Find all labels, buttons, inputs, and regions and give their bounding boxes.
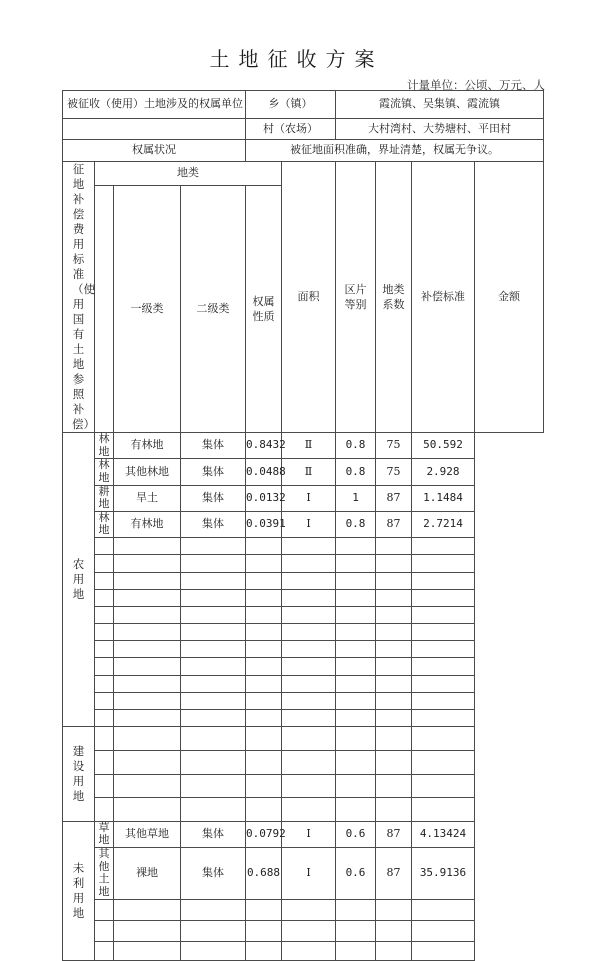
empty-cell <box>95 589 114 606</box>
empty-cell <box>282 710 336 727</box>
amount-cell: 2.928 <box>412 459 475 485</box>
empty-cell <box>246 727 282 751</box>
zone-cell: Ⅰ <box>282 847 336 899</box>
village-value: 大村湾村、大势塘村、平田村 <box>336 119 544 140</box>
level1-cell: 林地 <box>95 459 114 485</box>
area-cell: 0.0391 <box>246 511 282 537</box>
coef-cell: 0.8 <box>336 459 376 485</box>
table-row <box>63 641 544 658</box>
ownership-cell: 集体 <box>181 485 246 511</box>
table-row <box>63 798 544 822</box>
empty-cell <box>114 675 181 692</box>
empty-cell <box>336 899 376 920</box>
empty-cell <box>336 572 376 589</box>
empty-cell <box>95 774 114 798</box>
level2-cell: 裸地 <box>114 847 181 899</box>
empty-cell <box>282 727 336 751</box>
page-title: 土地征收方案 <box>209 47 384 71</box>
empty-cell <box>246 692 282 709</box>
empty-cell <box>412 658 475 675</box>
table-row <box>63 847 544 899</box>
empty-cell <box>95 798 114 822</box>
standard-cell: 87 <box>376 485 412 511</box>
empty-cell <box>95 751 114 775</box>
empty-cell <box>376 727 412 751</box>
area-header: 面积 <box>282 162 336 433</box>
empty-cell <box>282 675 336 692</box>
ownership-cell: 集体 <box>181 847 246 899</box>
amount-cell: 1.1484 <box>412 485 475 511</box>
empty-cell <box>282 606 336 623</box>
empty-cell <box>95 692 114 709</box>
empty-cell <box>336 555 376 572</box>
area-cell: 0.688 <box>246 847 282 899</box>
empty-cell <box>114 941 181 960</box>
empty-cell <box>246 589 282 606</box>
level1-cell: 其他土地 <box>95 847 114 899</box>
empty-cell <box>181 538 246 555</box>
coef-cell: 0.6 <box>336 821 376 847</box>
table-row <box>63 572 544 589</box>
empty-cell <box>336 941 376 960</box>
empty-cell <box>282 941 336 960</box>
empty-cell <box>376 692 412 709</box>
empty-cell <box>282 572 336 589</box>
empty-cell <box>412 920 475 941</box>
owner-unit-label: 被征收（使用）土地涉及的权属单位 <box>63 91 246 119</box>
ownership-cell: 集体 <box>181 821 246 847</box>
level1-header: 一级类 <box>114 186 181 433</box>
amount-cell: 2.7214 <box>412 511 475 537</box>
empty-cell <box>336 538 376 555</box>
ownership-cell: 集体 <box>181 511 246 537</box>
land-type-header: 地类 <box>95 162 282 186</box>
town-label: 乡（镇） <box>246 91 336 119</box>
empty-cell <box>282 692 336 709</box>
construction-land-label: 建设用地 <box>63 727 95 822</box>
empty-cell <box>412 899 475 920</box>
empty-cell <box>376 751 412 775</box>
empty-cell <box>114 606 181 623</box>
standard-cell: 87 <box>376 511 412 537</box>
table-row <box>63 774 544 798</box>
empty-cell <box>282 589 336 606</box>
empty-cell <box>282 555 336 572</box>
standard-cell: 75 <box>376 433 412 459</box>
empty-cell <box>336 920 376 941</box>
empty-cell <box>114 589 181 606</box>
empty-cell <box>95 920 114 941</box>
area-cell: 0.0488 <box>246 459 282 485</box>
empty-cell <box>336 727 376 751</box>
ownership-cell: 集体 <box>181 459 246 485</box>
empty-cell <box>114 624 181 641</box>
table-row <box>63 899 544 920</box>
empty-cell <box>181 941 246 960</box>
empty-cell <box>95 727 114 751</box>
empty-cell <box>376 606 412 623</box>
empty-cell <box>181 606 246 623</box>
empty-cell <box>336 641 376 658</box>
empty-cell <box>114 538 181 555</box>
level1-cell: 草地 <box>95 821 114 847</box>
empty-cell <box>246 751 282 775</box>
table-row <box>63 459 544 485</box>
empty-cell <box>336 675 376 692</box>
standard-header: 补偿标准 <box>412 162 475 433</box>
table-row <box>63 606 544 623</box>
zone-cell: Ⅱ <box>282 433 336 459</box>
empty-cell <box>95 538 114 555</box>
empty-cell <box>282 920 336 941</box>
empty-cell <box>95 555 114 572</box>
compensation-standard-label: 征地补偿费用标准（使用国有土地参照补偿） <box>63 162 95 433</box>
empty-cell <box>376 920 412 941</box>
empty-cell <box>336 774 376 798</box>
zone-cell: Ⅱ <box>282 459 336 485</box>
table-row <box>63 433 544 459</box>
zone-cell: Ⅰ <box>282 485 336 511</box>
empty-cell <box>114 572 181 589</box>
table-row <box>63 658 544 675</box>
table-row <box>63 692 544 709</box>
empty-cell <box>246 774 282 798</box>
table-row <box>63 538 544 555</box>
empty-cell <box>412 555 475 572</box>
ownership-header: 权属性质 <box>246 186 282 433</box>
empty-cell <box>282 751 336 775</box>
level2-cell: 有林地 <box>114 433 181 459</box>
empty-cell <box>412 774 475 798</box>
empty-cell <box>95 899 114 920</box>
level1-cell: 林地 <box>95 433 114 459</box>
zone-cell: Ⅰ <box>282 821 336 847</box>
empty-cell <box>246 675 282 692</box>
empty-cell <box>336 589 376 606</box>
empty-cell <box>336 658 376 675</box>
empty-cell <box>412 692 475 709</box>
empty-cell <box>376 641 412 658</box>
standard-cell: 75 <box>376 459 412 485</box>
table-row <box>63 920 544 941</box>
empty-cell <box>336 624 376 641</box>
empty-cell <box>376 899 412 920</box>
level2-cell: 旱土 <box>114 485 181 511</box>
table-row <box>63 485 544 511</box>
empty-cell <box>246 641 282 658</box>
empty-cell <box>114 658 181 675</box>
empty-cell <box>246 658 282 675</box>
empty-cell <box>336 798 376 822</box>
empty-cell <box>181 774 246 798</box>
coef-header: 地类系数 <box>376 162 412 433</box>
amount-cell: 50.592 <box>412 433 475 459</box>
empty-cell <box>181 920 246 941</box>
table-row <box>63 675 544 692</box>
empty-cell <box>336 606 376 623</box>
empty-cell <box>412 538 475 555</box>
ownership-status-value: 被征地面积准确，界址清楚，权属无争议。 <box>246 140 544 162</box>
coef-cell: 0.8 <box>336 511 376 537</box>
empty-cell <box>282 641 336 658</box>
empty-cell <box>412 798 475 822</box>
empty-cell <box>114 899 181 920</box>
empty-cell <box>246 555 282 572</box>
empty-cell <box>376 589 412 606</box>
empty-cell <box>412 751 475 775</box>
standard-cell: 87 <box>376 847 412 899</box>
village-label: 村（农场） <box>246 119 336 140</box>
empty-cell <box>181 798 246 822</box>
empty-cell <box>114 555 181 572</box>
level2-cell: 有林地 <box>114 511 181 537</box>
empty-cell <box>282 798 336 822</box>
empty-cell <box>246 899 282 920</box>
empty-cell <box>336 710 376 727</box>
empty-cell <box>376 555 412 572</box>
empty-cell <box>181 899 246 920</box>
empty-cell <box>412 589 475 606</box>
empty-cell <box>412 641 475 658</box>
empty-cell <box>181 658 246 675</box>
coef-cell: 0.8 <box>336 433 376 459</box>
table-row <box>63 821 544 847</box>
empty-cell <box>282 774 336 798</box>
empty-cell <box>246 538 282 555</box>
table-row <box>63 589 544 606</box>
empty-cell <box>246 572 282 589</box>
empty-cell <box>412 727 475 751</box>
table-row <box>63 710 544 727</box>
level2-header: 二级类 <box>181 186 246 433</box>
blank-header-cell <box>95 186 114 433</box>
empty-cell <box>181 675 246 692</box>
empty-cell <box>282 899 336 920</box>
empty-cell <box>412 941 475 960</box>
area-cell: 0.0792 <box>246 821 282 847</box>
empty-cell <box>95 641 114 658</box>
empty-cell <box>114 727 181 751</box>
zone-header: 区片等别 <box>336 162 376 433</box>
empty-cell <box>181 751 246 775</box>
empty-cell <box>376 774 412 798</box>
empty-cell <box>181 692 246 709</box>
empty-cell <box>95 624 114 641</box>
empty-cell <box>181 641 246 658</box>
empty-cell <box>114 710 181 727</box>
standard-cell: 87 <box>376 821 412 847</box>
table-row <box>63 511 544 537</box>
empty-cell <box>412 675 475 692</box>
empty-cell <box>376 710 412 727</box>
empty-cell <box>114 751 181 775</box>
level1-cell: 耕地 <box>95 485 114 511</box>
table-row <box>63 624 544 641</box>
table-row <box>63 727 544 751</box>
empty-cell <box>376 675 412 692</box>
empty-cell <box>412 710 475 727</box>
empty-cell <box>95 572 114 589</box>
level1-cell: 林地 <box>95 511 114 537</box>
empty-cell <box>336 751 376 775</box>
coef-cell: 1 <box>336 485 376 511</box>
owner-unit-label-cont <box>63 119 246 140</box>
empty-cell <box>376 538 412 555</box>
empty-cell <box>114 692 181 709</box>
empty-cell <box>181 555 246 572</box>
empty-cell <box>246 941 282 960</box>
ownership-status-label: 权属状况 <box>63 140 246 162</box>
zone-cell: Ⅰ <box>282 511 336 537</box>
town-value: 霞流镇、吴集镇、霞流镇 <box>336 91 544 119</box>
amount-cell: 35.9136 <box>412 847 475 899</box>
empty-cell <box>336 692 376 709</box>
amount-header: 金额 <box>475 162 544 433</box>
empty-cell <box>114 641 181 658</box>
empty-cell <box>181 572 246 589</box>
empty-cell <box>95 675 114 692</box>
area-cell: 0.8432 <box>246 433 282 459</box>
area-cell: 0.0132 <box>246 485 282 511</box>
empty-cell <box>95 606 114 623</box>
empty-cell <box>246 606 282 623</box>
empty-cell <box>376 798 412 822</box>
empty-cell <box>412 572 475 589</box>
table-row <box>63 751 544 775</box>
table-row <box>63 555 544 572</box>
empty-cell <box>181 624 246 641</box>
level2-cell: 其他林地 <box>114 459 181 485</box>
empty-cell <box>114 920 181 941</box>
ownership-cell: 集体 <box>181 433 246 459</box>
empty-cell <box>181 589 246 606</box>
empty-cell <box>412 624 475 641</box>
land-expropriation-table <box>62 90 544 961</box>
empty-cell <box>282 538 336 555</box>
empty-cell <box>246 798 282 822</box>
empty-cell <box>376 624 412 641</box>
empty-cell <box>246 920 282 941</box>
empty-cell <box>95 658 114 675</box>
farm-land-label: 农用地 <box>63 433 95 727</box>
amount-cell: 4.13424 <box>412 821 475 847</box>
level2-cell: 其他草地 <box>114 821 181 847</box>
empty-cell <box>246 710 282 727</box>
empty-cell <box>376 658 412 675</box>
empty-cell <box>376 941 412 960</box>
empty-cell <box>376 572 412 589</box>
table-row <box>63 941 544 960</box>
empty-cell <box>95 941 114 960</box>
empty-cell <box>412 606 475 623</box>
empty-cell <box>114 798 181 822</box>
coef-cell: 0.6 <box>336 847 376 899</box>
empty-cell <box>282 658 336 675</box>
empty-cell <box>95 710 114 727</box>
empty-cell <box>181 727 246 751</box>
unused-land-label: 未利用地 <box>63 821 95 960</box>
empty-cell <box>181 710 246 727</box>
measurement-unit: 计量单位：公顷、万元、人 <box>407 78 545 92</box>
empty-cell <box>114 774 181 798</box>
empty-cell <box>282 624 336 641</box>
empty-cell <box>246 624 282 641</box>
